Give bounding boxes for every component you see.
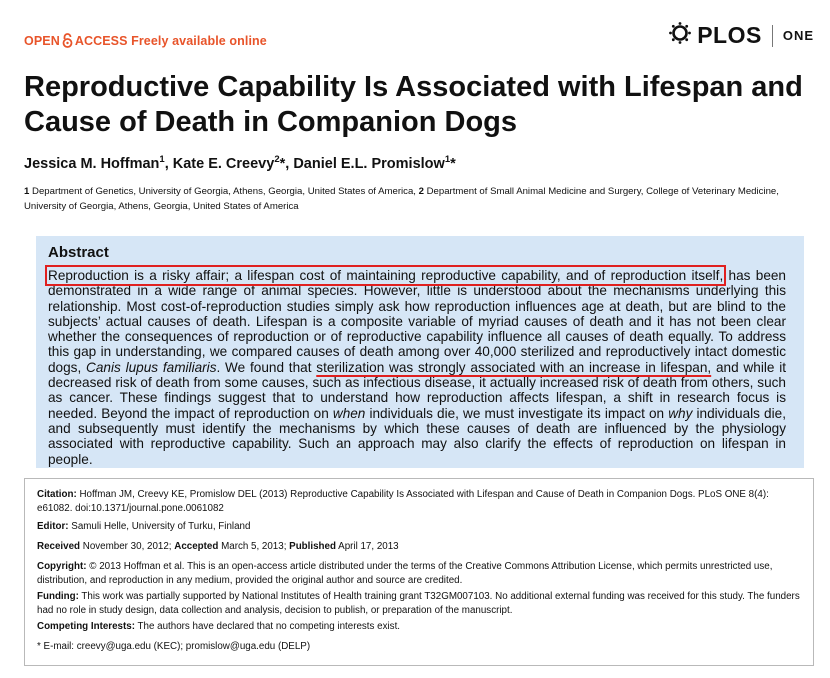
access-label: ACCESS — [74, 34, 128, 48]
competing-interests — [37, 620, 803, 634]
editor-label: Editor: — [37, 521, 69, 532]
abstract-segment: has been demonstrated in a wide range of animal species. However, little is understood about the mechanisms underlying this relationship. Most cost-of-reproduction studies simply ask how reproduction influences age at death, but are blind to the subjects’ actual causes of death. Lifespan is a composite variable of myriad causes of death and it has not been clear whether the consequences of reproduction or of reproductive capability influence all causes of death equally. To address this gap in understanding, we compared causes of death among over 40,000 sterilized and reproductively intact domestic dogs, — [48, 268, 786, 375]
author-affiliation-number: 2 — [274, 154, 280, 165]
abstract-text — [48, 268, 786, 467]
affiliation-number: 1 — [24, 186, 30, 197]
author-name: Jessica M. Hoffman — [24, 155, 160, 172]
competing-interests-label: Competing Interests: — [37, 621, 135, 632]
journal-name: ONE — [782, 28, 814, 43]
copyright-text: © 2013 Hoffman et al. This is an open-access article distributed under the terms of the Creative Commons Attribution License, which permits unrestricted use, distribution, and reproduction in any medium, provided the original author and source are credited. — [37, 561, 773, 586]
open-access-lock-icon — [62, 33, 73, 51]
emphasis-when: when — [332, 405, 366, 421]
highlighted-phrase-underlined: sterilization was strongly associated with an increase in lifespan, — [316, 359, 712, 375]
plos-one-logo — [669, 22, 814, 49]
corresponding-author-mark: * — [450, 155, 456, 172]
published-date: April 17, 2013 — [335, 541, 399, 552]
funding-label: Funding: — [37, 591, 79, 602]
author-separator: , — [164, 155, 173, 172]
citation-text: Hoffman JM, Creevy KE, Promislow DEL (2013) Reproductive Capability Is Associated with Lifespan and Cause of Death in Companion Dogs. PLoS ONE 8(4): e61082. doi:10.1371/journal.pone.0061082 — [37, 489, 769, 514]
species-name: Canis lupus familiaris — [86, 359, 217, 375]
abstract-segment: . We found that — [216, 359, 317, 375]
contact-email: * E-mail: creevy@uga.edu (KEC); promislow@uga.edu (DELP) — [37, 641, 311, 652]
author-affiliation-number: 1 — [444, 154, 451, 165]
dates — [37, 540, 803, 554]
citation-label: Citation: — [37, 489, 77, 500]
abstract-segment: individuals die, and subsequently must identify the mechanisms by which these causes of death are influenced by the physiology associated with reproductive capability. Such an approach may also clarify the effects of reproduction on lifespan in people. — [48, 405, 786, 467]
affiliation-number: 2 — [418, 186, 424, 197]
copyright-label: Copyright: — [37, 561, 87, 572]
affiliation-text: Department of Small Animal Medicine and Surgery, College of Veterinary Medicine, University of Georgia, Athens, Georgia, United States of America — [24, 186, 779, 212]
competing-interests-text: The authors have declared that no competing interests exist. — [134, 621, 401, 632]
accepted-label: Accepted — [174, 541, 219, 552]
funding — [37, 590, 803, 617]
author-name: Kate E. Creevy — [172, 155, 275, 172]
published-label: Published — [289, 541, 336, 552]
logo-divider — [772, 25, 773, 47]
accepted-date: March 5, 2013; — [218, 541, 290, 552]
abstract-segment: and while it decreased risk of death from some causes, such as infectious disease, it actually increased risk of death from others, such as cancer. These findings suggest that to understand how reproduction affects lifespan, a shift in research focus is needed. Beyond the impact of reproduction on — [48, 359, 786, 421]
freely-available-label: Freely available online — [131, 34, 267, 48]
editor-text: Samuli Helle, University of Turku, Finland — [68, 521, 251, 532]
abstract-heading: Abstract — [48, 244, 109, 261]
plos-wordmark: PLOS — [697, 22, 762, 48]
affiliation-text: Department of Genetics, University of Georgia, Athens, Georgia, United States of America, — [29, 186, 419, 197]
abstract-segment: individuals die, we must investigate its impact on — [365, 405, 669, 421]
abstract-box — [36, 236, 804, 468]
open-label: OPEN — [24, 34, 60, 48]
emphasis-why: why — [668, 405, 693, 421]
author-list — [24, 154, 456, 172]
corresponding-author-mark: * — [279, 155, 286, 172]
copyright — [37, 560, 803, 587]
article-title: Reproductive Capability Is Associated with Lifespan and Cause of Death in Companion Dogs — [24, 71, 803, 138]
open-access-banner — [24, 33, 267, 51]
highlighted-sentence-boxed: Reproduction is a risky affair; a lifespan cost of maintaining reproductive capability, and of reproduction itself, — [48, 268, 724, 283]
author-separator: , — [285, 155, 294, 172]
plos-mark-icon — [669, 22, 691, 49]
article-info-box — [24, 478, 814, 666]
citation — [37, 488, 803, 515]
received-date: November 30, 2012; — [80, 541, 175, 552]
funding-text: This work was partially supported by National Institutes of Health training grant T32GM007103. No additional external funding was received for this study. The funders had no role in study design, data collection and analysis, decision to publish, or preparation of the manuscript. — [37, 591, 800, 616]
editor — [37, 520, 803, 534]
affiliations — [24, 185, 814, 214]
author-name: Daniel E.L. Promislow — [293, 155, 445, 172]
author-affiliation-number: 1 — [159, 154, 165, 165]
received-label: Received — [37, 541, 81, 552]
